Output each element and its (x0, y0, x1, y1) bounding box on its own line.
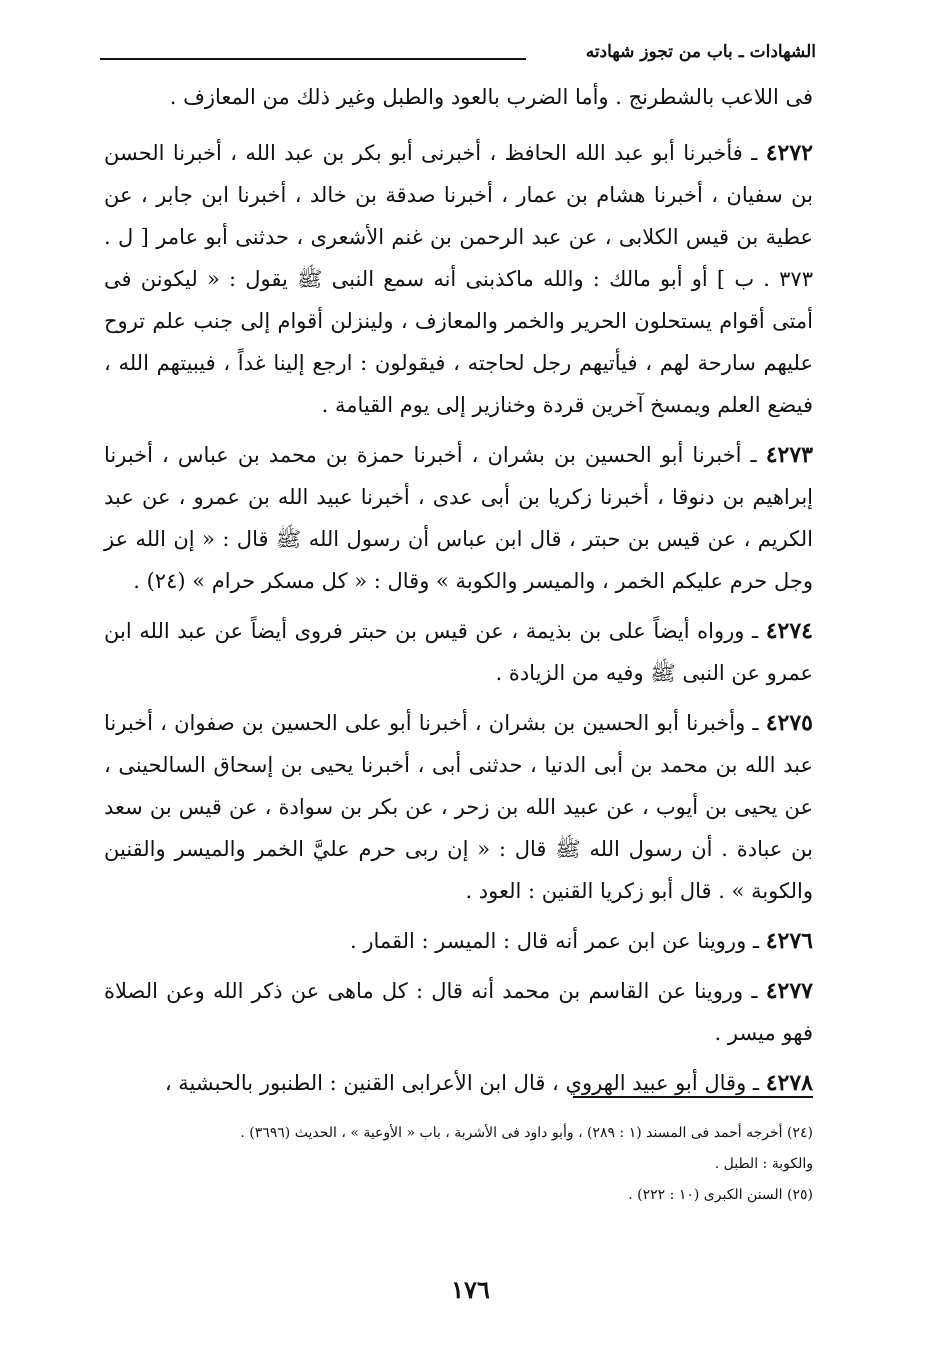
paragraph-text: ـ وروينا عن ابن عمر أنه قال : الميسر : القمار . (349, 929, 760, 953)
page-number: ١٧٦ (451, 1275, 490, 1304)
paragraph-text: ـ وأخبرنا أبو الحسين بن بشران ، أخبرنا أبو على الحسين بن صفوان ، أخبرنا عبد الله بن محمد بن أبى الدنيا ، حدثنى أبى ، أخبرنا يحيى بن إسحاق السالحينى ، عن يحيى بن أيوب ، عن عبيد الله بن زحر ، عن بكر بن سوادة ، عن قيس بن سعد بن عبادة . أن رسول الله ﷺ قال : « إن ربى حرم عليَّ الخمر والميسر والقنين والكوبة » . قال أبو زكريا القنين : العود . (104, 711, 813, 903)
hadith-4274 (104, 610, 813, 694)
running-header (100, 42, 816, 72)
hadith-number: ٤٢٧٢ (765, 140, 813, 166)
footnotes (104, 1096, 813, 1211)
hadith-number: ٤٢٧٧ (765, 978, 813, 1004)
footnote-24-continuation: والكوبة : الطبل . (714, 1156, 813, 1172)
body-text (104, 76, 813, 1112)
hadith-number: ٤٢٧٨ (765, 1070, 813, 1096)
hadith-4272 (104, 132, 813, 426)
footnote-24: (٢٤) أخرجه أحمد فى المسند (١ : ٢٨٩) ، وأبو داود فى الأشربة ، باب « الأوعية » ، الحديث (٣٦٩٦) . (240, 1125, 813, 1141)
paragraph-text: ـ أخبرنا أبو الحسين بن بشران ، أخبرنا حمزة بن محمد بن عباس ، أخبرنا إبراهيم بن دنوقا ، أخبرنا زكريا بن أبى عدى ، أخبرنا عبيد الله بن عمرو ، عن عبد الكريم ، عن قيس بن حبتر ، قال ابن عباس أن رسول الله ﷺ قال : « إن الله عز وجل حرم عليكم الخمر ، والميسر والكوبة » وقال : « كل مسكر حرام » (٢٤) . (104, 443, 813, 593)
footnote-25: (٢٥) السنن الكبرى (١٠ : ٢٢٢) . (628, 1187, 813, 1203)
paragraph-text: فى اللاعب بالشطرنج . وأما الضرب بالعود والطبل وغير ذلك من المعازف . (169, 85, 813, 109)
hadith-4276 (104, 920, 813, 962)
paragraph-text: ـ وقال أبو عبيد الهروي ، قال ابن الأعرابى القنين : الطنبور بالحبشية ، (164, 1071, 760, 1095)
hadith-4275 (104, 702, 813, 912)
hadith-4273 (104, 434, 813, 602)
header-rule (100, 58, 526, 60)
hadith-number: ٤٢٧٦ (765, 928, 813, 954)
paragraph-continuation (104, 76, 813, 118)
hadith-number: ٤٢٧٤ (765, 618, 813, 644)
footnote-rule (573, 1096, 813, 1098)
hadith-4277 (104, 970, 813, 1054)
hadith-number: ٤٢٧٥ (765, 710, 813, 736)
hadith-number: ٤٢٧٣ (765, 442, 813, 468)
paragraph-text: ـ وروينا عن القاسم بن محمد أنه قال : كل ماهى عن ذكر الله وعن الصلاة فهو ميسر . (104, 979, 813, 1045)
paragraph-text: ـ ورواه أيضاً على بن بذيمة ، عن قيس بن حبتر فروى أيضاً عن عبد الله ابن عمرو عن النبى ﷺ وفيه من الزيادة . (104, 619, 813, 685)
paragraph-text: ـ فأخبرنا أبو عبد الله الحافظ ، أخبرنى أبو بكر بن عبد الله ، أخبرنا الحسن بن سفيان ، أخبرنا هشام بن عمار ، أخبرنا صدقة بن خالد ، أخبرنا ابن جابر ، عن عطية بن قيس الكلابى ، عن عبد الرحمن بن غنم الأشعرى ، حدثنى أبو عامر [ ل . ٣٧٣ . ب ] أو أبو مالك : والله ماكذبنى أنه سمع النبى ﷺ يقول : « ليكونن فى أمتى أقوام يستحلون الحرير والخمر والمعازف ، ولينزلن أقوام إلى جنب علم تروح عليهم سارحة لهم ، فيأتيهم رجل لحاجته ، فيقولون : ارجع إلينا غداً ، فيبيتهم الله ، فيضع العلم ويمسخ آخرين قردة وخنازير إلى يوم القيامة . (104, 141, 813, 417)
header-title: الشهادات ـ باب من تجوز شهادته (585, 42, 816, 62)
